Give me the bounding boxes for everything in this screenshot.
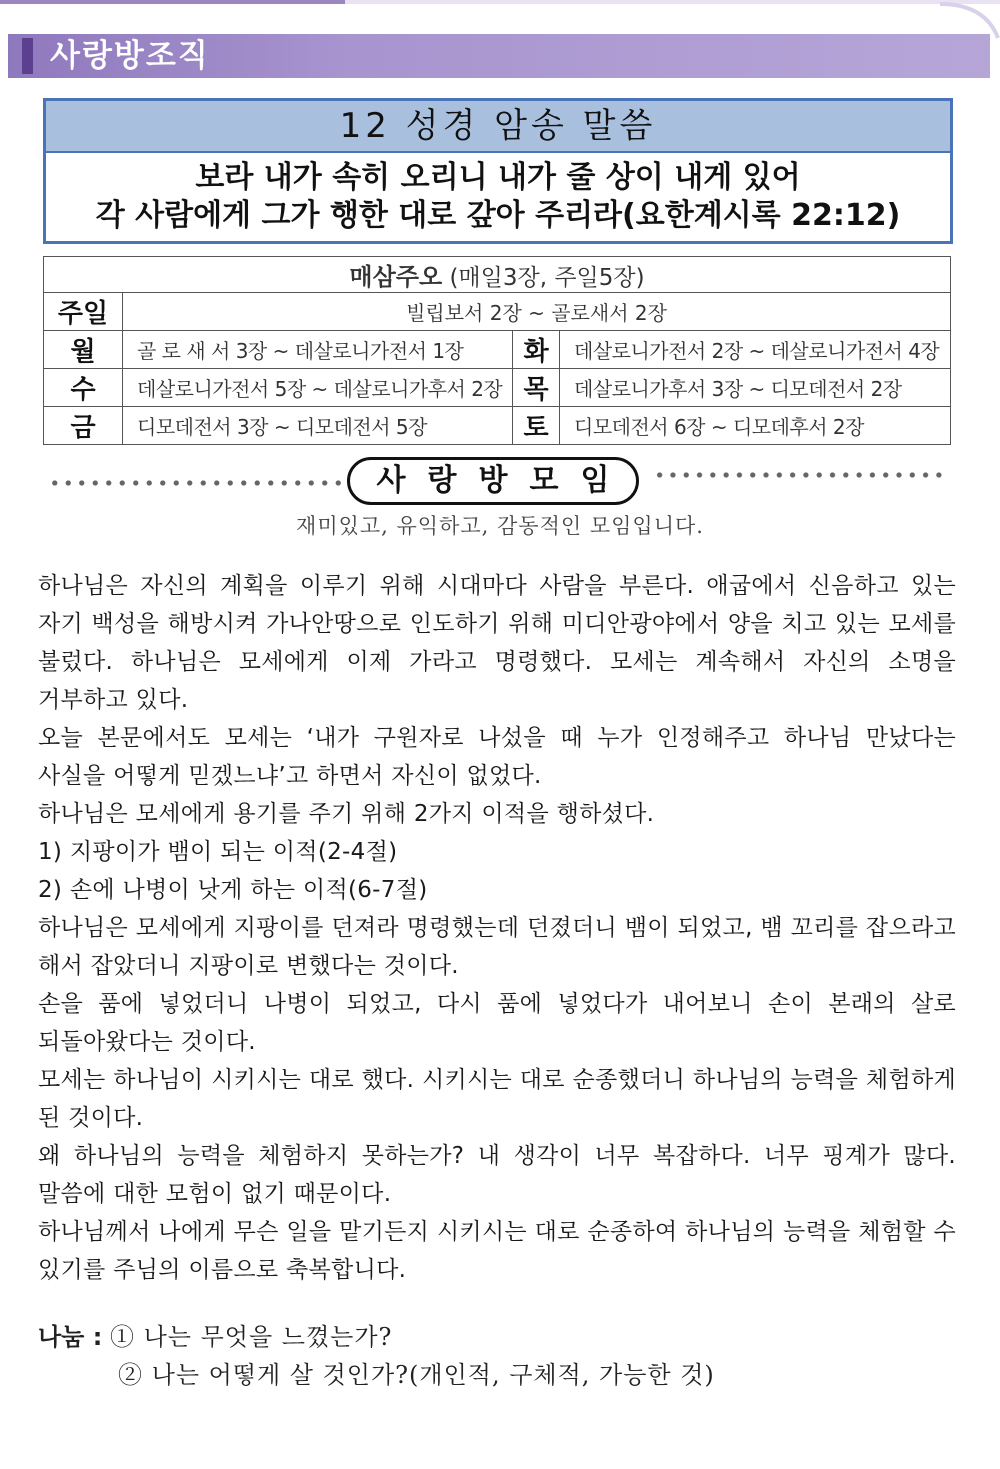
day-label: 토: [513, 407, 560, 445]
day-label: 화: [513, 331, 560, 369]
day-label: 목: [513, 369, 560, 407]
paragraph: 손을 품에 넣었더니 나병이 되었고, 다시 품에 넣었다가 내어보니 손이 본래의 살로 되돌아왔다는 것이다.: [38, 991, 956, 1055]
day-label: 주일: [44, 293, 123, 331]
reading-plan-table: [43, 256, 951, 445]
verse-line-2: 각 사람에게 그가 행한 대로 갚아 주리라(요한계시록 22:12): [95, 198, 901, 233]
reading-range: 빌립보서 2장 ~ 골로새서 2장: [123, 293, 951, 331]
paragraph: 하나님은 모세에게 지팡이를 던져라 명령했는데 던졌더니 뱀이 되었고, 뱀 꼬리를 잡으라고 해서 잡았더니 지팡이로 변했다는 것이다.: [38, 915, 956, 979]
verse-heading: 12 성경 암송 말씀: [46, 101, 950, 153]
reading-plan-subtitle: (매일3장, 주일5장): [442, 265, 645, 291]
meeting-title: 사랑방모임: [347, 457, 639, 505]
day-label: 수: [44, 369, 123, 407]
sharing-question-1: ① 나는 무엇을 느꼈는가?: [109, 1323, 393, 1351]
reading-range: 데살로니가전서 5장 ~ 데살로니가후서 2장: [123, 369, 513, 407]
top-decoration-strip: [0, 0, 1000, 8]
paragraph: 하나님께서 나에게 무슨 일을 맡기든지 시키시는 대로 순종하여 하나님의 능력을 체험할 수 있기를 주님의 이름으로 축복합니다.: [38, 1219, 956, 1283]
verse-text: [46, 153, 950, 235]
paragraph: 2) 손에 나병이 낫게 하는 이적(6-7절): [38, 877, 428, 903]
sermon-body: [38, 567, 956, 1289]
paragraph: 왜 하나님의 능력을 체험하지 못하는가? 내 생각이 너무 복잡하다. 너무 핑계가 많다. 말씀에 대한 모험이 없기 때문이다.: [38, 1143, 956, 1207]
paragraph: 오늘 본문에서도 모세는 ‘내가 구원자로 나섰을 때 누가 인정해주고 하나님 만났다는 사실을 어떻게 믿겠느냐’고 하면서 자신이 없었다.: [38, 725, 956, 789]
reading-range: 디모데전서 6장 ~ 디모데후서 2장: [560, 407, 951, 445]
reading-plan-header: [44, 257, 951, 293]
sharing-question-2: ② 나는 어떻게 살 것인가?(개인적, 구체적, 가능한 것): [118, 1361, 715, 1389]
meeting-subtitle: 재미있고, 유익하고, 감동적인 모임입니다.: [296, 514, 704, 538]
day-label: 금: [44, 407, 123, 445]
reading-range: 디모데전서 3장 ~ 디모데전서 5장: [123, 407, 513, 445]
section-header-bar: [8, 34, 990, 78]
day-label: 월: [44, 331, 123, 369]
reading-range: 골 로 새 서 3장 ~ 데살로니가전서 1장: [123, 331, 513, 369]
dotted-rule-right: [653, 471, 945, 479]
table-row: [44, 331, 951, 369]
table-row: [44, 293, 951, 331]
paragraph: 모세는 하나님이 시키시는 대로 했다. 시키시는 대로 순종했더니 하나님의 능력을 체험하게 된 것이다.: [38, 1067, 956, 1131]
reading-plan-title: 매삼주오: [349, 263, 443, 291]
reading-range: 데살로니가후서 3장 ~ 디모데전서 2장: [560, 369, 951, 407]
sharing-label: 나눔 :: [38, 1323, 103, 1351]
reading-range: 데살로니가전서 2장 ~ 데살로니가전서 4장: [560, 331, 951, 369]
dotted-rule-left: [48, 479, 345, 487]
paragraph: 하나님은 모세에게 용기를 주기 위해 2가지 이적을 행하셨다.: [38, 801, 655, 827]
paragraph: 하나님은 자신의 계획을 이루기 위해 시대마다 사람을 부른다. 애굽에서 신음하고 있는 자기 백성을 해방시켜 가나안땅으로 인도하기 위해 미디안광야에서 양을 치고 있는 모세를 불렀다. 하나님은 모세에게 이제 가라고 명령했다. 모세는 계속해서 자신의 소명을 거부하고 있다.: [38, 573, 956, 713]
verse-line-1: 보라 내가 속히 오리니 내가 줄 상이 내게 있어: [195, 160, 801, 195]
section-marker: [22, 38, 33, 74]
memory-verse-box: [43, 98, 953, 244]
section-title: 사랑방조직: [50, 38, 210, 74]
paragraph: 1) 지팡이가 뱀이 되는 이적(2-4절): [38, 839, 398, 865]
table-row: [44, 407, 951, 445]
table-row: [44, 369, 951, 407]
sharing-questions: [38, 1318, 715, 1394]
